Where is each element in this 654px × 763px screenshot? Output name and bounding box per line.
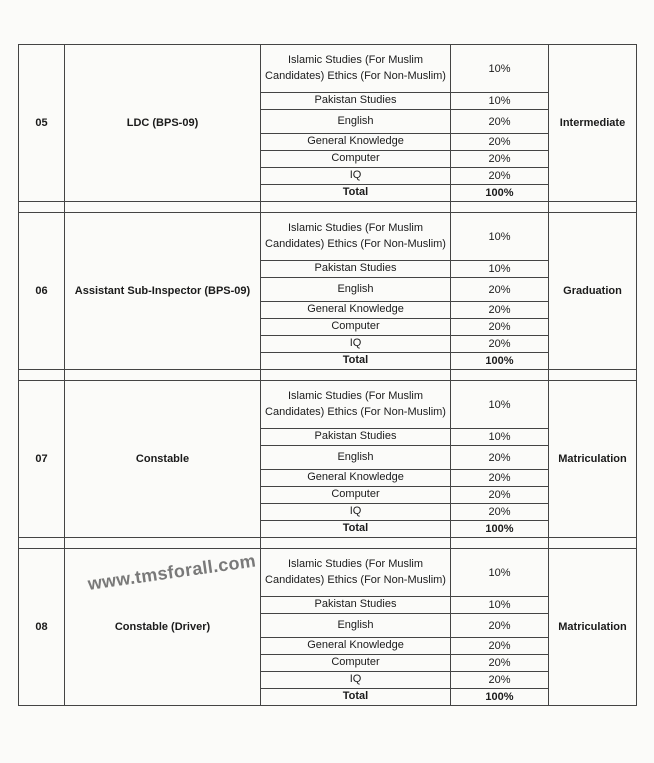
marks-cell: 20% bbox=[451, 302, 549, 319]
subject-cell: IQ bbox=[261, 168, 451, 185]
subject-cell: English bbox=[261, 278, 451, 302]
marks-cell: 20% bbox=[451, 504, 549, 521]
marks-cell: 20% bbox=[451, 168, 549, 185]
spacer-cell bbox=[451, 370, 549, 381]
marks-cell: 100% bbox=[451, 521, 549, 538]
marks-cell: 20% bbox=[451, 470, 549, 487]
qualification: Matriculation bbox=[549, 381, 637, 538]
subject-cell: Total bbox=[261, 185, 451, 202]
subject-cell: Pakistan Studies bbox=[261, 429, 451, 446]
marks-cell: 20% bbox=[451, 655, 549, 672]
subject-cell: General Knowledge bbox=[261, 134, 451, 151]
subject-cell: Pakistan Studies bbox=[261, 261, 451, 278]
spacer-cell bbox=[549, 202, 637, 213]
qualification: Intermediate bbox=[549, 45, 637, 202]
spacer-cell bbox=[261, 202, 451, 213]
spacer-row bbox=[19, 370, 637, 381]
post-name: Assistant Sub-Inspector (BPS-09) bbox=[65, 213, 261, 370]
spacer-cell bbox=[65, 202, 261, 213]
spacer-cell bbox=[19, 202, 65, 213]
subject-cell: Computer bbox=[261, 487, 451, 504]
subject-cell: General Knowledge bbox=[261, 302, 451, 319]
post-name: Constable bbox=[65, 381, 261, 538]
table-row bbox=[19, 45, 637, 93]
marks-cell: 20% bbox=[451, 278, 549, 302]
marks-cell: 20% bbox=[451, 134, 549, 151]
marks-cell: 20% bbox=[451, 672, 549, 689]
marks-cell: 20% bbox=[451, 638, 549, 655]
marks-cell: 10% bbox=[451, 93, 549, 110]
spacer-cell bbox=[451, 538, 549, 549]
spacer-cell bbox=[261, 370, 451, 381]
marks-cell: 10% bbox=[451, 381, 549, 429]
subject-cell: Pakistan Studies bbox=[261, 93, 451, 110]
qualification: Graduation bbox=[549, 213, 637, 370]
post-name: LDC (BPS-09) bbox=[65, 45, 261, 202]
marks-cell: 10% bbox=[451, 261, 549, 278]
subject-cell: Pakistan Studies bbox=[261, 597, 451, 614]
marks-cell: 20% bbox=[451, 151, 549, 168]
serial-number: 08 bbox=[19, 549, 65, 706]
marks-cell: 20% bbox=[451, 487, 549, 504]
spacer-cell bbox=[19, 538, 65, 549]
spacer-cell bbox=[19, 370, 65, 381]
subject-cell: Total bbox=[261, 521, 451, 538]
watermark-text: www.tmsforall.com bbox=[86, 550, 258, 594]
spacer-cell bbox=[65, 538, 261, 549]
marks-cell: 10% bbox=[451, 429, 549, 446]
post-name: Constable (Driver) bbox=[65, 549, 261, 706]
marks-cell: 10% bbox=[451, 549, 549, 597]
subject-cell: Computer bbox=[261, 655, 451, 672]
spacer-cell bbox=[65, 370, 261, 381]
subject-cell: English bbox=[261, 110, 451, 134]
subject-cell: Islamic Studies (For Muslim Candidates) Ethics (For Non-Muslim) bbox=[261, 381, 451, 429]
subject-cell: Computer bbox=[261, 319, 451, 336]
subject-cell: Total bbox=[261, 689, 451, 706]
marks-cell: 20% bbox=[451, 336, 549, 353]
marks-cell: 20% bbox=[451, 446, 549, 470]
subject-cell: Computer bbox=[261, 151, 451, 168]
spacer-cell bbox=[549, 370, 637, 381]
subject-cell: Islamic Studies (For Muslim Candidates) Ethics (For Non-Muslim) bbox=[261, 213, 451, 261]
subject-cell: Islamic Studies (For Muslim Candidates) Ethics (For Non-Muslim) bbox=[261, 45, 451, 93]
marks-cell: 10% bbox=[451, 213, 549, 261]
spacer-cell bbox=[549, 538, 637, 549]
syllabus-table bbox=[18, 44, 637, 706]
table-row bbox=[19, 213, 637, 261]
subject-cell: Islamic Studies (For Muslim Candidates) Ethics (For Non-Muslim) bbox=[261, 549, 451, 597]
subject-cell: IQ bbox=[261, 504, 451, 521]
marks-cell: 100% bbox=[451, 185, 549, 202]
serial-number: 06 bbox=[19, 213, 65, 370]
marks-cell: 20% bbox=[451, 110, 549, 134]
marks-cell: 10% bbox=[451, 45, 549, 93]
spacer-cell bbox=[451, 202, 549, 213]
table-row bbox=[19, 381, 637, 429]
marks-cell: 100% bbox=[451, 689, 549, 706]
serial-number: 07 bbox=[19, 381, 65, 538]
subject-cell: English bbox=[261, 614, 451, 638]
subject-cell: IQ bbox=[261, 672, 451, 689]
spacer-cell bbox=[261, 538, 451, 549]
serial-number: 05 bbox=[19, 45, 65, 202]
marks-cell: 20% bbox=[451, 319, 549, 336]
marks-cell: 20% bbox=[451, 614, 549, 638]
subject-cell: English bbox=[261, 446, 451, 470]
spacer-row bbox=[19, 202, 637, 213]
subject-cell: General Knowledge bbox=[261, 470, 451, 487]
subject-cell: General Knowledge bbox=[261, 638, 451, 655]
spacer-row bbox=[19, 538, 637, 549]
subject-cell: Total bbox=[261, 353, 451, 370]
marks-cell: 10% bbox=[451, 597, 549, 614]
subject-cell: IQ bbox=[261, 336, 451, 353]
marks-cell: 100% bbox=[451, 353, 549, 370]
qualification: Matriculation bbox=[549, 549, 637, 706]
